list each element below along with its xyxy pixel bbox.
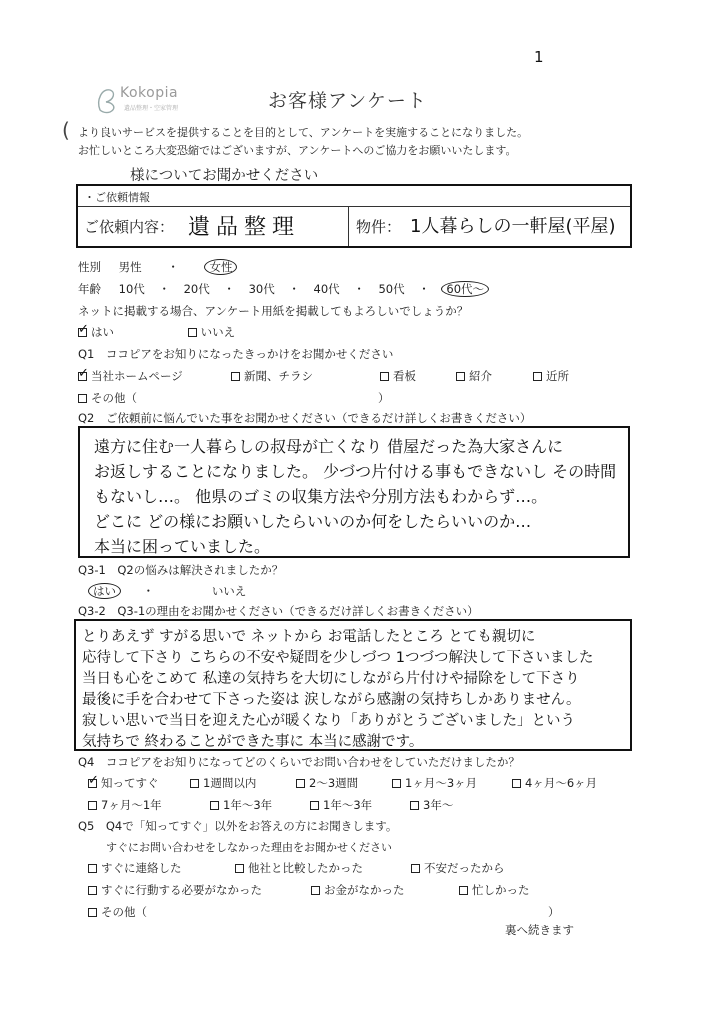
q32-answer-line-2: 応待して下さり こちらの不安や疑問を少しづつ 1つづつ解決して下さいました: [82, 650, 594, 666]
q1-question: Q1 ココピアをお知りになったきっかけをお聞かせください: [78, 347, 394, 361]
q4-option-1week: [190, 775, 256, 791]
q1-neighbor-label: 近所: [546, 369, 569, 383]
q2-question: Q2 ご依頼前に悩んでいた事をお聞かせください（できるだけ詳しくお書きください）: [78, 411, 532, 425]
q1-option-newspaper: [231, 368, 313, 384]
q1-homepage-label: 当社ホームページ: [91, 369, 183, 383]
gender-label: 性別: [78, 260, 101, 274]
q1-other-close: ）: [378, 391, 390, 405]
q4-1week-label: 1週間以内: [203, 776, 257, 790]
q5-option-anxious: [411, 860, 505, 876]
gender-sep: ・: [167, 260, 179, 274]
q1-option-neighbor: [533, 368, 569, 384]
q5-anxious-label: 不安だったから: [424, 861, 505, 875]
q5-sub: すぐにお問い合わせをしなかった理由をお聞かせください: [106, 841, 392, 854]
publish-no-checkbox[interactable]: [188, 328, 197, 337]
divider: [348, 206, 349, 246]
q5-compare-checkbox[interactable]: [235, 864, 244, 873]
age-sep: ・: [223, 282, 235, 296]
age-30s[interactable]: 30代: [248, 282, 275, 296]
q4-4-6months-label: 4ヶ月〜6ヶ月: [525, 776, 598, 790]
q1-neighbor-checkbox[interactable]: [533, 372, 542, 381]
divider: [78, 206, 630, 207]
q1-referral-label: 紹介: [469, 369, 492, 383]
q4-7m-1y-checkbox[interactable]: [88, 801, 97, 810]
q4-option-4-6months: [512, 775, 597, 791]
q4-1week-checkbox[interactable]: [190, 779, 199, 788]
q32-answer-line-4: 最後に手を合わせて下さった姿は 涙しながら感謝の気持ちしかありません。: [82, 692, 581, 708]
q5-option-other: [88, 904, 147, 920]
q32-question: Q3-2 Q3-1の理由をお聞かせください（できるだけ詳しくお書きください）: [78, 604, 479, 618]
q4-3y-checkbox[interactable]: [410, 801, 419, 810]
q31-options: [88, 583, 246, 599]
q5-contacted-checkbox[interactable]: [88, 864, 97, 873]
q4-option-1-3months: [392, 775, 477, 791]
q31-sep: ・: [142, 584, 155, 598]
publish-no-label: いいえ: [200, 325, 236, 339]
publish-options: [78, 324, 235, 340]
q4-1-3months-checkbox[interactable]: [392, 779, 401, 788]
q2-answer-line-5: 本当に困っていました。: [94, 537, 271, 556]
about-heading: 様についてお聞かせください: [130, 168, 319, 184]
q4-2-3weeks-label: 2〜3週間: [309, 776, 359, 790]
q4-1-3y-b-label: 1年〜3年: [323, 798, 373, 812]
request-content-value: 遺品整理: [188, 215, 301, 240]
q32-answer-line-3: 当日も心をこめて 私達の気持ちを大切にしながら片付けや掃除をして下さり: [82, 671, 580, 687]
q1-signboard-label: 看板: [393, 369, 416, 383]
q2-answer-line-1: 遠方に住む一人暮らしの叔母が亡くなり 借屋だった為大家さんに: [94, 437, 564, 456]
q4-option-1-3y-b: [310, 797, 372, 813]
age-60s-selected[interactable]: 60代〜: [441, 281, 489, 297]
request-box-header: ・ご依頼情報: [84, 191, 150, 204]
age-50s[interactable]: 50代: [378, 282, 405, 296]
q2-answer-line-4: どこに どの様にお願いしたらいいのか何をしたらいいのか…: [94, 512, 532, 531]
age-label: 年齢: [78, 282, 101, 296]
q2-answer-line-3: もないし…。 他県のゴミの収集方法や分別方法もわからず…。: [94, 487, 548, 506]
q31-yes-selected[interactable]: はい: [88, 583, 121, 599]
q4-1-3months-label: 1ヶ月〜3ヶ月: [405, 776, 478, 790]
q4-immediately-label: 知ってすぐ: [101, 776, 159, 790]
q5-option-no-money: [311, 882, 405, 898]
page-title: お客様アンケート: [268, 90, 427, 112]
q1-signboard-checkbox[interactable]: [380, 372, 389, 381]
age-sep: ・: [418, 282, 430, 296]
q1-option-referral: [456, 368, 492, 384]
property-value: 1人暮らしの一軒屋(平屋): [410, 216, 616, 237]
intro-line-1: より良いサービスを提供することを目的として、アンケートを実施することになりました。: [78, 126, 529, 139]
age-40s[interactable]: 40代: [313, 282, 340, 296]
request-box: [76, 184, 632, 248]
q1-other-label: その他（: [91, 391, 137, 405]
q5-no-need-checkbox[interactable]: [88, 886, 97, 895]
q5-busy-label: 忙しかった: [472, 883, 530, 897]
q1-option-other: [78, 390, 137, 406]
q4-option-3y: [410, 797, 453, 813]
publish-question: ネットに掲載する場合、アンケート用紙を掲載してもよろしいでしょうか？: [78, 304, 469, 318]
age-row: [78, 281, 489, 297]
q5-option-contacted: [88, 860, 182, 876]
q4-1-3y-checkbox[interactable]: [210, 801, 219, 810]
gender-row: [78, 259, 237, 275]
q4-3y-label: 3年〜: [423, 798, 454, 812]
logo-name: Kokopia: [120, 85, 179, 101]
q5-contacted-label: すぐに連絡した: [101, 861, 182, 875]
q32-answer-line-5: 寂しい思いで当日を迎えた心が暖くなり「ありがとうございました」という: [82, 713, 575, 729]
q31-question: Q3-1 Q2の悩みは解決されましたか？: [78, 563, 284, 577]
publish-yes-checkbox[interactable]: [78, 328, 87, 337]
q4-1-3y-label: 1年〜3年: [223, 798, 273, 812]
q4-option-immediately: [88, 775, 159, 791]
q5-no-money-checkbox[interactable]: [311, 886, 320, 895]
q5-anxious-checkbox[interactable]: [411, 864, 420, 873]
q4-option-1-3y: [210, 797, 272, 813]
q2-answer-line-2: お返しすることになりました。 少づつ片付ける事もできないし その時間: [94, 462, 617, 481]
q4-question: Q4 ココピアをお知りになってどのくらいでお問い合わせをしていただけましたか？: [78, 755, 520, 769]
q4-option-7m-1y: [88, 797, 162, 813]
q5-other-label: その他（: [101, 905, 147, 919]
age-20s[interactable]: 20代: [183, 282, 210, 296]
q1-newspaper-label: 新聞、チラシ: [244, 369, 313, 383]
q4-immediately-checkbox[interactable]: [88, 779, 97, 788]
age-10s[interactable]: 10代: [118, 282, 145, 296]
q1-other-checkbox[interactable]: [78, 394, 87, 403]
q5-other-close: ）: [548, 905, 560, 919]
footer-continue: 裏へ続きます: [505, 923, 574, 937]
request-content-label: ご依頼内容：: [84, 218, 175, 236]
q31-no[interactable]: いいえ: [211, 584, 247, 598]
q1-homepage-checkbox[interactable]: [78, 372, 87, 381]
q4-4-6months-checkbox[interactable]: [512, 779, 521, 788]
q5-busy-checkbox[interactable]: [459, 886, 468, 895]
q5-compare-label: 他社と比較したかった: [248, 861, 363, 875]
intro-bracket: (: [62, 118, 70, 142]
q5-no-need-label: すぐに行動する必要がなかった: [101, 883, 262, 897]
q1-option-signboard: [380, 368, 416, 384]
q1-option-homepage: [78, 368, 183, 384]
publish-yes-label: はい: [91, 325, 114, 339]
q4-7m-1y-label: 7ヶ月〜1年: [101, 798, 162, 812]
age-sep: ・: [353, 282, 365, 296]
q5-no-money-label: お金がなかった: [324, 883, 405, 897]
page-number: 1: [534, 48, 544, 66]
q5-question: Q5 Q4で「知ってすぐ」以外をお答えの方にお聞きします。: [78, 819, 398, 833]
q5-option-no-need: [88, 882, 262, 898]
q32-answer-line-6: 気持ちで 終わることができた事に 本当に感謝です。: [82, 734, 424, 750]
gender-male[interactable]: 男性: [118, 260, 142, 274]
q4-2-3weeks-checkbox[interactable]: [296, 779, 305, 788]
age-sep: ・: [158, 282, 170, 296]
q1-newspaper-checkbox[interactable]: [231, 372, 240, 381]
q32-answer-line-1: とりあえず すがる思いで ネットから お電話したところ とても親切に: [82, 629, 536, 645]
age-sep: ・: [288, 282, 300, 296]
q32-answer-box: [74, 619, 632, 751]
q4-option-2-3weeks: [296, 775, 358, 791]
q5-other-checkbox[interactable]: [88, 908, 97, 917]
logo-sub: 遺品整理・空家管理: [124, 105, 179, 112]
gender-female-selected[interactable]: 女性: [204, 259, 237, 275]
property-label: 物件：: [356, 218, 402, 236]
intro-line-2: お忙しいところ大変恐縮ではございますが、アンケートへのご協力をお願いいたします。: [78, 144, 517, 157]
q1-referral-checkbox[interactable]: [456, 372, 465, 381]
logo-mark-icon: [92, 84, 122, 114]
q2-answer-box: [78, 426, 630, 558]
q4-1-3y-b-checkbox[interactable]: [310, 801, 319, 810]
q5-option-compare: [235, 860, 363, 876]
q5-option-busy: [459, 882, 530, 898]
